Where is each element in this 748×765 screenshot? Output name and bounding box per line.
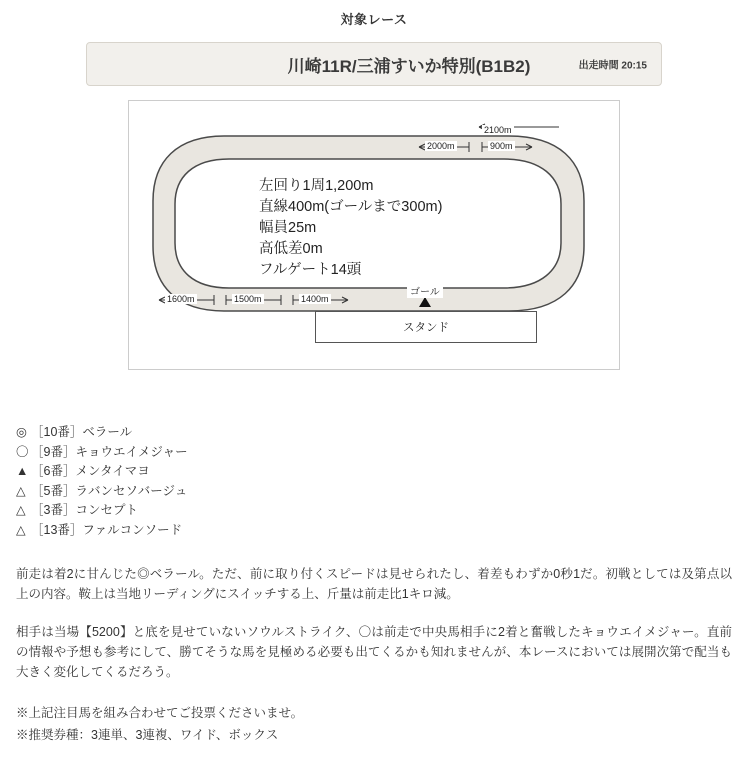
distance-label-900m: 900m [490, 141, 513, 151]
commentary-paragraph: 相手は当場【5200】と底を見せていないソウルストライク、〇は前走で中央馬相手に2着と奮戦したキョウエイメジャー。直前の情報や予想も参考にして、勝てそうな馬を見極める必要も出てくるかも知れませんが、本レースにおいては展開次第で配当も大きく変化してくるだろう。 [16, 625, 732, 679]
page-title: 対象レース [340, 12, 408, 27]
race-name: 川崎11R/三浦すいか特別(B1B2) [287, 56, 531, 76]
list-item [16, 482, 732, 502]
notes [16, 702, 732, 746]
course-diagram [128, 100, 620, 370]
pick-mark: ▲ [16, 464, 29, 478]
note-line: ※上記注目馬を組み合わせてご投票くださいませ。 [16, 706, 304, 720]
pick-text: ［6番］メンタイマヨ [31, 464, 150, 478]
list-item [16, 521, 732, 541]
course-info-line: フルゲート14頭 [259, 262, 362, 279]
distance-label-2100m: 2100m [484, 125, 512, 135]
course-info-line: 高低差0m [259, 241, 323, 258]
list-item [16, 462, 732, 482]
pick-mark: △ [16, 522, 26, 537]
list-item [16, 501, 732, 521]
distance-label-1400m: 1400m [301, 294, 329, 304]
distance-label-1500m: 1500m [234, 294, 262, 304]
post-time-label: 出走時間 20:15 [578, 60, 647, 72]
pick-mark: △ [16, 483, 26, 498]
pick-mark: ◎ [16, 425, 27, 439]
commentary-paragraph: 前走は着2に甘んじた◎ベラール。ただ、前に取り付くスピードは見せられたし、着差もわずか0秒1だ。初戦としては及第点以上の内容。鞍上は当地リーディングにスイッチする上、斤量は前走比1キロ減。 [16, 567, 732, 601]
course-info-line: 左回り1周1,200m [259, 178, 374, 194]
pick-mark: 〇 [16, 444, 29, 459]
distance-label-2000m: 2000m [427, 141, 455, 151]
race-header [86, 42, 662, 86]
list-item [16, 443, 732, 463]
pick-text: ［9番］キョウエイメジャー [31, 444, 188, 459]
distance-label-1600m: 1600m [167, 294, 195, 304]
commentary [16, 564, 732, 700]
pick-text: ［5番］ラバンセソバージュ [31, 483, 188, 498]
pick-text: ［13番］ファルコンソード [31, 522, 183, 537]
pick-mark: △ [16, 503, 26, 517]
picks-list [16, 423, 732, 540]
list-item [16, 423, 732, 443]
pick-text: ［10番］ベラール [31, 425, 133, 439]
course-info [259, 176, 442, 281]
stand-box: スタンド [315, 311, 537, 343]
course-info-line: 直線400m(ゴールまで300m) [259, 199, 443, 216]
pick-text: ［3番］コンセプト [31, 503, 138, 517]
course-info-line: 幅員25m [259, 220, 317, 237]
goal-label: ゴール [407, 283, 443, 298]
note-line: ※推奨券種：3連単、3連複、ワイド、ボックス [16, 728, 279, 742]
